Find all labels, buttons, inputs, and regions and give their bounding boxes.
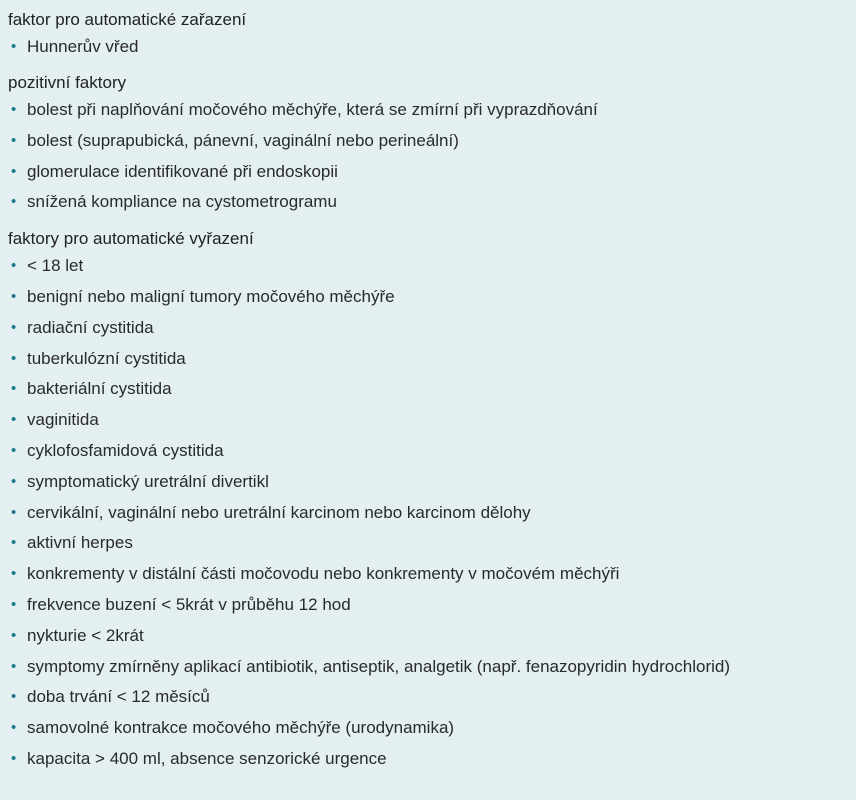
list-item [8, 32, 856, 62]
bullet-icon: • [11, 131, 17, 149]
list-item [8, 528, 856, 559]
bullet-icon: • [11, 38, 17, 55]
bullet-icon: • [11, 287, 17, 305]
section-heading: faktor pro automatické zařazení [8, 10, 247, 29]
list-item-text: aktivní herpes [27, 533, 133, 553]
list-item [8, 467, 856, 498]
list-item [8, 682, 856, 713]
list-item-text: frekvence buzení < 5krát v průběhu 12 hod [27, 594, 351, 614]
list-item-text: bolest (suprapubická, pánevní, vaginální nebo perineální) [27, 130, 459, 150]
list-item-text: Hunnerův vřed [27, 37, 139, 56]
criteria-list [8, 251, 856, 775]
list-item [8, 713, 856, 744]
list-item-text: vaginitida [27, 410, 99, 430]
bullet-icon: • [11, 411, 17, 429]
list-item-text: bakteriální cystitida [27, 379, 172, 399]
bullet-icon: • [11, 101, 17, 118]
list-item-text: benigní nebo maligní tumory močového měchýře [27, 286, 395, 306]
list-item-text: tuberkulózní cystitida [27, 348, 186, 368]
section-inclusion [8, 8, 856, 62]
list-item [8, 126, 856, 157]
list-item-text: nykturie < 2krát [27, 625, 144, 645]
list-item [8, 559, 856, 590]
list-item [8, 251, 856, 282]
bullet-icon: • [11, 318, 17, 336]
section-exclusion [8, 227, 856, 775]
list-item [8, 313, 856, 344]
bullet-icon: • [11, 595, 17, 613]
list-item [8, 374, 856, 405]
list-item [8, 157, 856, 188]
section-heading: faktory pro automatické vyřazení [8, 229, 254, 249]
bullet-icon: • [11, 657, 17, 675]
bullet-icon: • [11, 749, 17, 767]
list-item [8, 95, 856, 126]
section-positive-factors [8, 71, 856, 218]
list-item-text: cyklofosfamidová cystitida [27, 440, 224, 460]
bullet-icon: • [11, 626, 17, 644]
bullet-icon: • [11, 503, 17, 521]
list-item-text: bolest při naplňování močového měchýře, která se zmírní při vyprazdňování [27, 100, 598, 119]
bullet-icon: • [11, 472, 17, 490]
list-item [8, 405, 856, 436]
bullet-icon: • [11, 257, 17, 275]
list-item-text: kapacita > 400 ml, absence senzorické urgence [27, 748, 387, 768]
bullet-icon: • [11, 534, 17, 552]
list-item [8, 621, 856, 652]
list-item-text: cervikální, vaginální nebo uretrální karcinom nebo karcinom dělohy [27, 502, 531, 522]
list-item-text: < 18 let [27, 256, 84, 276]
list-item [8, 744, 856, 775]
list-item [8, 590, 856, 621]
criteria-list [8, 95, 856, 218]
bullet-icon: • [11, 349, 17, 367]
bullet-icon: • [11, 565, 17, 583]
bullet-icon: • [11, 162, 17, 180]
list-item-text: doba trvání < 12 měsíců [27, 687, 210, 707]
bullet-icon: • [11, 688, 17, 706]
list-item [8, 187, 856, 218]
list-item-text: konkrementy v distální části močovodu nebo konkrementy v močovém měchýři [27, 564, 620, 584]
list-item [8, 498, 856, 529]
section-heading: pozitivní faktory [8, 73, 127, 92]
criteria-list [8, 32, 856, 62]
list-item [8, 344, 856, 375]
bullet-icon: • [11, 719, 17, 737]
list-item-text: symptomy zmírněny aplikací antibiotik, antiseptik, analgetik (např. fenazopyridin hydrochlorid) [27, 656, 730, 676]
list-item-text: glomerulace identifikované při endoskopii [27, 161, 338, 181]
list-item-text: symptomatický uretrální divertikl [27, 471, 269, 491]
bullet-icon: • [11, 193, 17, 211]
list-item-text: snížená kompliance na cystometrogramu [27, 192, 337, 212]
bullet-icon: • [11, 441, 17, 459]
list-item [8, 436, 856, 467]
bullet-icon: • [11, 380, 17, 398]
list-item-text: radiační cystitida [27, 317, 154, 337]
list-item-text: samovolné kontrakce močového měchýře (urodynamika) [27, 718, 455, 738]
list-item [8, 282, 856, 313]
list-item [8, 652, 856, 683]
